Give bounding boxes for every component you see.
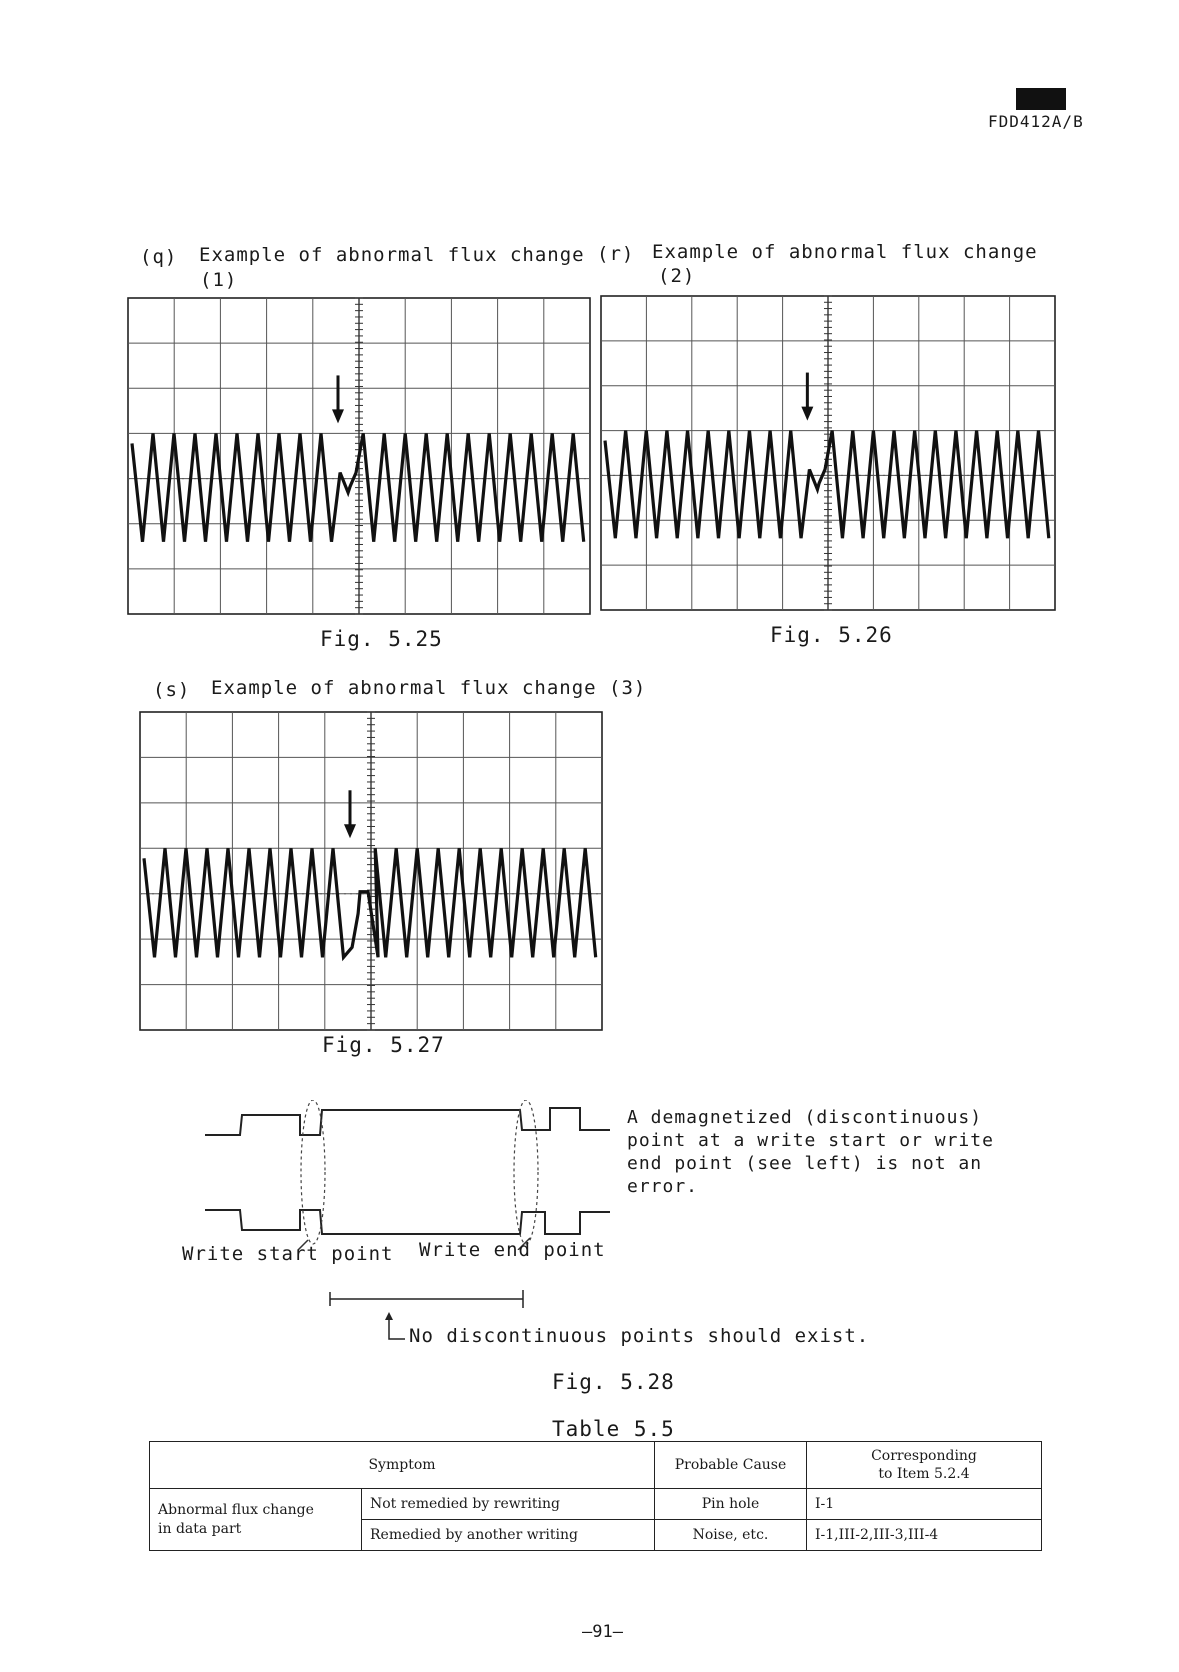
fig-5-28-label: Fig. 5.28 — [552, 1370, 675, 1394]
header-probable-cause: Probable Cause — [655, 1442, 807, 1489]
table-5-5 — [149, 1441, 1042, 1551]
symptom-group-line2: in data part — [158, 1520, 242, 1537]
down-arrow-icon — [344, 824, 356, 838]
row-2-item: I-1,III-2,III-3,III-4 — [807, 1520, 1042, 1551]
model-number: FDD412A/B — [988, 112, 1084, 131]
fig-q-caption-number: (1) — [200, 269, 238, 291]
header-corresponding-line2: to Item 5.2.4 — [878, 1466, 970, 1482]
write-end-label: Write end point — [419, 1239, 606, 1261]
header-corresponding-line1: Corresponding — [871, 1448, 977, 1464]
write-end-marker — [514, 1100, 538, 1244]
top-waveform — [205, 1108, 610, 1135]
row-2-cause: Noise, etc. — [655, 1520, 807, 1551]
fig-s-caption-text: Example of abnormal flux change (3) — [211, 677, 647, 699]
header-corresponding — [807, 1442, 1042, 1489]
row-1-cause: Pin hole — [655, 1489, 807, 1520]
symptom-group-label — [150, 1489, 362, 1551]
note-line-2: point at a write start or write — [627, 1130, 994, 1151]
fig-q-caption-letter: (q) — [140, 246, 178, 268]
note-line-3: end point (see left) is not an — [627, 1153, 983, 1174]
down-arrow-icon — [801, 407, 813, 421]
oscilloscope-trace-fig-5-26 — [599, 294, 1057, 612]
table-row — [150, 1489, 1042, 1520]
oscilloscope-trace-fig-5-27 — [138, 710, 604, 1032]
header-black-tab — [1016, 88, 1066, 110]
fig-q-caption-text: Example of abnormal flux change — [199, 244, 585, 266]
row-2-symptom: Remedied by another writing — [362, 1520, 655, 1551]
write-start-label: Write start point — [182, 1243, 394, 1265]
row-1-symptom: Not remedied by rewriting — [362, 1489, 655, 1520]
row-1-item: I-1 — [807, 1489, 1042, 1520]
bottom-waveform — [205, 1210, 610, 1234]
fig-5-25-label: Fig. 5.25 — [320, 627, 443, 651]
fig-s-caption-letter: (s) — [153, 679, 191, 701]
fig-r-caption-number: (2) — [658, 265, 696, 287]
fig-5-27-label: Fig. 5.27 — [322, 1033, 445, 1057]
note-line-4: error. — [627, 1176, 699, 1197]
fig-r-caption-text: Example of abnormal flux change — [652, 241, 1038, 263]
page-number: —91— — [582, 1622, 623, 1642]
write-start-marker — [301, 1100, 325, 1244]
write-timing-diagram — [200, 1100, 620, 1250]
note-line-1: A demagnetized (discontinuous) — [627, 1107, 983, 1128]
demagnetized-note — [627, 1106, 1027, 1198]
header-symptom: Symptom — [150, 1442, 655, 1489]
down-arrow-icon — [332, 409, 344, 423]
table-5-5-title: Table 5.5 — [552, 1417, 675, 1441]
fig-r-caption-letter: (r) — [597, 243, 635, 265]
table-header-row — [150, 1442, 1042, 1489]
no-discontinuity-label: No discontinuous points should exist. — [409, 1325, 870, 1347]
symptom-group-line1: Abnormal flux change — [158, 1501, 314, 1518]
fig-5-26-label: Fig. 5.26 — [770, 623, 893, 647]
oscilloscope-trace-fig-5-25 — [126, 296, 592, 616]
